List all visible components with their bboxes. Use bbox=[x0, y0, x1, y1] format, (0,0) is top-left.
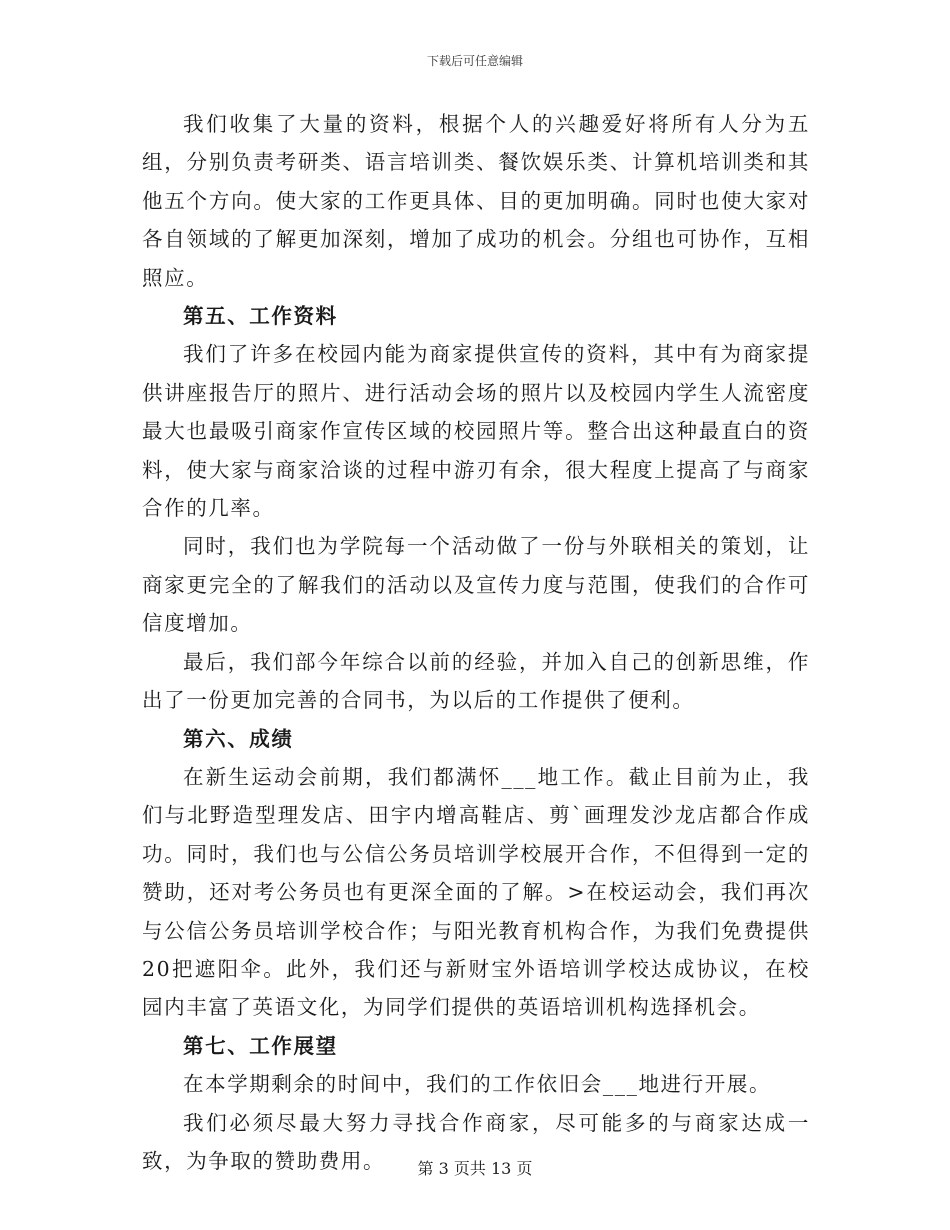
paragraph-materials: 我们了许多在校园内能为商家提供宣传的资料，其中有为商家提供讲座报告厅的照片、进行活动会场的照片以及校园内学生人流密度最大也最吸引商家作宣传区域的校园照片等。整合出这种最直白的资料，使大家与商家洽谈的过程中游刃有余，很大程度上提高了与商家合作的几率。 bbox=[142, 342, 810, 521]
paragraph-achievements: 在新生运动会前期，我们都满怀___地工作。截止目前为止，我们与北野造型理发店、田宇内增高鞋店、剪`画理发沙龙店都合作成功。同时，我们也与公信公务员培训学校展开合作，不但得到一定的赞助，还对考公务员也有更深全面的了解。>在校运动会，我们再次与公信公务员培训学校合作；与阳光教育机构合作，为我们免费提供20把遮阳伞。此外，我们还与新财宝外语培训学校达成协议，在校园内丰富了英语文化，为同学们提供的英语培训机构选择机会。 bbox=[142, 764, 810, 1020]
section-heading-7: 第七、工作展望 bbox=[183, 1033, 338, 1058]
paragraph-contract: 最后，我们部今年综合以前的经验，并加入自己的创新思维，作出了一份更加完善的合同书，为以后的工作提供了便利。 bbox=[142, 649, 810, 713]
section-heading-6: 第六、成绩 bbox=[183, 726, 294, 751]
page-header: 下载后可任意编辑 bbox=[426, 54, 523, 68]
section-heading-5: 第五、工作资料 bbox=[183, 304, 338, 329]
page-footer: 第 3 页共 13 页 bbox=[417, 1159, 533, 1178]
paragraph-goal: 我们必须尽最大努力寻找合作商家，尽可能多的与商家达成一致，为争取的赞助费用。 bbox=[142, 1110, 810, 1173]
paragraph-outlook: 在本学期剩余的时间中，我们的工作依旧会___地进行开展。 bbox=[183, 1072, 772, 1097]
paragraph-planning: 同时，我们也为学院每一个活动做了一份与外联相关的策划，让商家更完全的了解我们的活动以及宣传力度与范围，使我们的合作可信度增加。 bbox=[142, 534, 810, 636]
document-body bbox=[142, 105, 810, 1180]
paragraph-grouping: 我们收集了大量的资料，根据个人的兴趣爱好将所有人分为五组，分别负责考研类、语言培训类、餐饮娱乐类、计算机培训类和其他五个方向。使大家的工作更具体、目的更加明确。同时也使大家对各自领域的了解更加深刻，增加了成功的机会。分组也可协作，互相照应。 bbox=[142, 112, 810, 290]
